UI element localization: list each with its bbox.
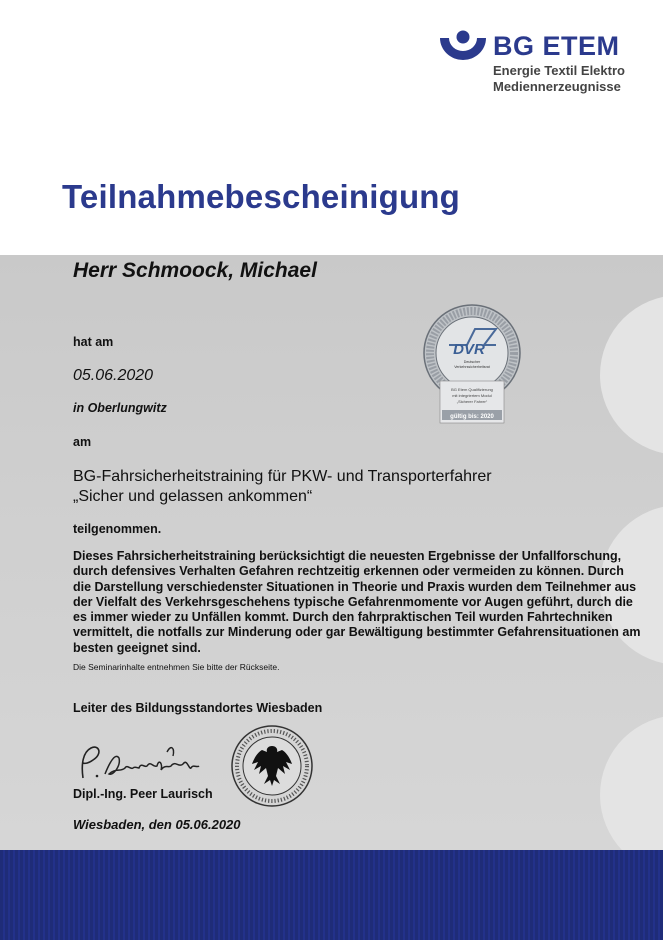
dvr-logo-text: DVR (453, 341, 485, 358)
leader-heading: Leiter des Bildungsstandortes Wiesbaden (73, 701, 323, 715)
taken-part-label: teilgenommen. (73, 522, 162, 536)
decorative-circle (600, 295, 663, 455)
dvr-quality-seal-icon (422, 303, 522, 427)
participant-name: Herr Schmoock, Michael (73, 259, 317, 282)
logo-subtitle (493, 63, 625, 95)
dvr-detail-line2: mit integriertem Modul (452, 393, 492, 398)
certificate-title: Teilnahmebescheinigung (62, 178, 461, 215)
course-title-line1: BG-Fahrsicherheitstraining für PKW- und Transporterfahrer (73, 468, 492, 485)
signer-name: Dipl.-Ing. Peer Laurisch (73, 787, 213, 801)
am-label: am (73, 435, 92, 449)
logo-subtitle-line1: Energie Textil Elektro (493, 63, 625, 78)
description-paragraph: Dieses Fahrsicherheitstraining berücksichtigt die neuesten Ergebnisse der Unfallforschung, durch defensives Verhalten Gefahren rechtzeitig erkennen oder vermeiden zu können. Durch die Darstellung verschiedenster Situationen in Theorie und Praxis wurden dem Teilnehmer aus der Vielfalt des Verkehrsgeschehens typische Gefahrenmomente vor Augen geführt, durch die es immer wieder zu Unfällen kommt. Durch den fahrpraktischen Teil wurden Fahrtechniken vermittelt, die notfalls zur Minderung oder gar Bewältigung bestimmter Gefahrensituationen am besten geeignet sind. (73, 549, 641, 655)
logo-name: BG ETEM (493, 31, 620, 61)
navy-footer-band (0, 850, 663, 940)
dvr-valid-until: gültig bis: 2020 (450, 414, 494, 420)
logo-subtitle-line2: Mediennerzeugnisse (493, 79, 621, 94)
bg-etem-logo-icon (438, 28, 488, 60)
training-place: in Oberlungwitz (73, 401, 167, 415)
handwritten-signature-icon (75, 738, 205, 786)
dvr-small-line1: Deutscher (463, 360, 481, 364)
course-title (73, 467, 492, 507)
training-date: 05.06.2020 (73, 367, 154, 384)
dvr-detail-line3: „Sicherer Fahrer“ (456, 399, 488, 404)
course-title-line2: „Sicher und gelassen ankommen“ (73, 488, 313, 505)
dvr-detail-line1: BG Etem Qualifizierung (451, 387, 493, 392)
hat-am-label: hat am (73, 335, 114, 349)
footer-place-date: Wiesbaden, den 05.06.2020 (73, 817, 241, 832)
decorative-circle (600, 715, 663, 850)
dvr-small-line2: Verkehrssicherheitsrat (454, 365, 490, 369)
official-eagle-seal-icon (230, 724, 314, 808)
seminar-note: Die Seminarinhalte entnehmen Sie bitte der Rückseite. (73, 662, 280, 672)
